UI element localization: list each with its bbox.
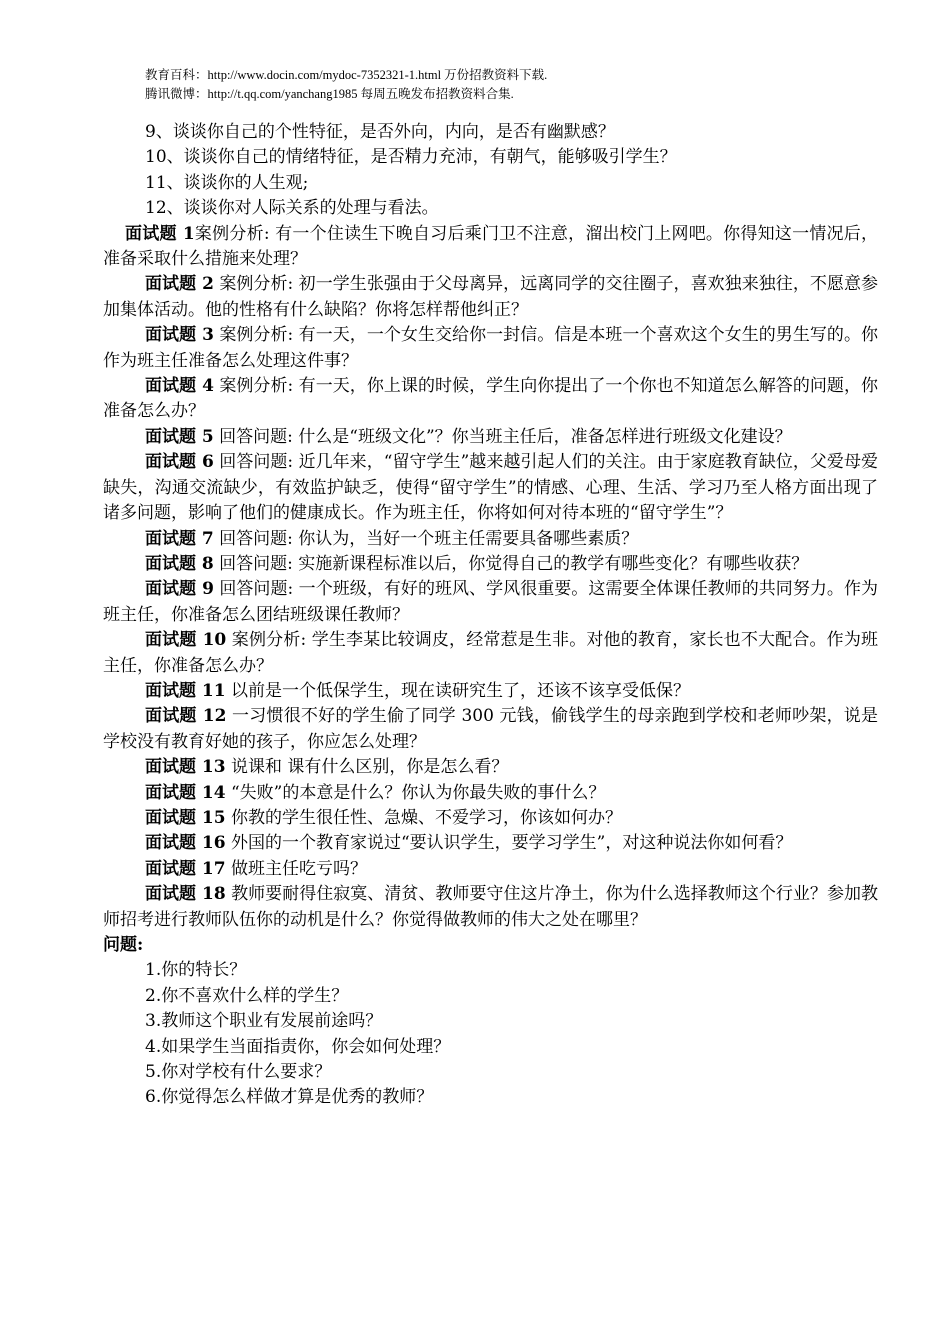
question-text: 回答问题: 实施新课程标准以后，你觉得自己的教学有哪些变化？有哪些收获？ bbox=[213, 553, 809, 574]
question-8 bbox=[103, 552, 878, 577]
list-item: 2.你不喜欢什么样的学生？ bbox=[145, 985, 349, 1006]
question-6 bbox=[103, 450, 878, 526]
question-label: 面试题 10 bbox=[145, 630, 227, 651]
question-text: 回答问题: 近几年来，“留守学生”越来越引起人们的关注。由于家庭教育缺位，父爱母爱缺失，沟通交流缺少，有效监护缺乏，使得“留守学生”的情感、心理、生活、学习乃至人格方面出现了诸多问题，影响了他们的健康成长。作为班主任，你将如何对待本班的“留守学生”？ bbox=[103, 452, 878, 524]
question-text: 你教的学生很任性、急燥、不爱学习，你该如何办？ bbox=[225, 807, 622, 828]
question-label: 面试题 2 bbox=[145, 274, 214, 295]
list-item: 3.教师这个职业有发展前途吗？ bbox=[145, 1011, 383, 1032]
question-18 bbox=[103, 882, 878, 933]
question-text: 教师要耐得住寂寞、清贫、教师要守住这片净土，你为什么选择教师这个行业？参加教师招考进行教师队伍你的动机是什么？你觉得做教师的伟大之处在哪里？ bbox=[103, 884, 879, 930]
question-text: 案例分析: 有一个住读生下晚自习后乘门卫不注意，溜出校门上网吧。你得知这一情况后，准备采取什么措施来处理？ bbox=[103, 223, 878, 270]
list-item: 4.如果学生当面指责你，你会如何处理？ bbox=[145, 1036, 451, 1057]
question-text: 案例分析: 有一天，一个女生交给你一封信。信是本班一个喜欢这个女生的男生写的。你作为班主任准备怎么处理这件事？ bbox=[103, 325, 878, 371]
question-label: 面试题 4 bbox=[145, 376, 214, 397]
list-item: 5.你对学校有什么要求？ bbox=[145, 1062, 332, 1083]
question-text: 说课和 课有什么区别，你是怎么看？ bbox=[225, 757, 509, 778]
question-text: 一习惯很不好的学生偷了同学 300 元钱，偷钱学生的母亲跑到学校和老师吵架，说是学校没有教育好她的孩子，你应怎么处理？ bbox=[103, 706, 878, 752]
question-label: 面试题 13 bbox=[145, 757, 226, 778]
question-text: 以前是一个低保学生，现在读研究生了，还该不该享受低保？ bbox=[225, 680, 690, 701]
page-header bbox=[145, 66, 547, 104]
question-text: 案例分析: 初一学生张强由于父母离异，远离同学的交往圈子，喜欢独来独往，不愿意参加集体活动。他的性格有什么缺陷？你将怎样帮他纠正？ bbox=[103, 274, 878, 320]
question-13 bbox=[103, 755, 878, 780]
question-9 bbox=[103, 577, 878, 628]
question-10 bbox=[103, 628, 878, 679]
numbered-item-12: 12、谈谈你对人际关系的处理与看法。 bbox=[145, 198, 439, 219]
numbered-item-10: 10、谈谈你自己的情绪特征，是否精力充沛，有朝气，能够吸引学生？ bbox=[145, 147, 677, 168]
question-1 bbox=[103, 222, 878, 273]
numbered-item-11: 11、谈谈你的人生观; bbox=[145, 172, 309, 193]
question-7 bbox=[103, 527, 878, 552]
list-item: 6.你觉得怎么样做才算是优秀的教师？ bbox=[145, 1087, 434, 1108]
section-title-text: 问题: bbox=[103, 935, 144, 955]
question-3 bbox=[103, 323, 878, 374]
question-14 bbox=[103, 781, 878, 806]
question-label: 面试题 11 bbox=[145, 680, 226, 701]
question-label: 面试题 3 bbox=[145, 325, 214, 346]
question-label: 面试题 1 bbox=[125, 223, 195, 244]
question-text: 案例分析: 学生李某比较调皮，经常惹是生非。对他的教育，家长也不大配合。作为班主任，你准备怎么办？ bbox=[103, 630, 878, 676]
question-5 bbox=[103, 425, 878, 450]
question-label: 面试题 15 bbox=[145, 807, 226, 828]
document-body bbox=[103, 120, 878, 1111]
question-4 bbox=[103, 374, 878, 425]
section-title bbox=[103, 933, 878, 958]
question-text: 回答问题: 你认为，当好一个班主任需要具备哪些素质？ bbox=[213, 528, 639, 549]
question-label: 面试题 8 bbox=[145, 553, 214, 574]
question-label: 面试题 18 bbox=[145, 884, 226, 905]
question-text: 案例分析: 有一天，你上课的时候，学生向你提出了一个你也不知道怎么解答的问题，你准备怎么办？ bbox=[103, 376, 878, 422]
question-label: 面试题 7 bbox=[145, 528, 214, 549]
question-label: 面试题 12 bbox=[145, 706, 227, 727]
question-label: 面试题 5 bbox=[145, 426, 214, 447]
question-label: 面试题 17 bbox=[145, 858, 226, 879]
question-12 bbox=[103, 704, 878, 755]
question-label: 面试题 16 bbox=[145, 833, 226, 854]
question-text: 回答问题: 一个班级，有好的班风、学风很重要。这需要全体课任教师的共同努力。作为班主任，你准备怎么团结班级课任教师？ bbox=[103, 579, 878, 625]
header-line-weibo: 腾讯微博：http://t.qq.com/yanchang1985 每周五晚发布招教资料合集. bbox=[145, 87, 514, 101]
header-line-docin: 教育百科：http://www.docin.com/mydoc-7352321-1.html 万份招教资料下载. bbox=[145, 68, 548, 82]
question-text: 外国的一个教育家说过“要认识学生，要学习学生”，对这种说法你如何看？ bbox=[225, 833, 793, 854]
question-17 bbox=[103, 857, 878, 882]
question-label: 面试题 14 bbox=[145, 782, 226, 803]
numbered-item-9: 9、谈谈你自己的个性特征，是否外向，内向，是否有幽默感？ bbox=[145, 122, 615, 142]
question-text: 做班主任吃亏吗？ bbox=[225, 858, 367, 879]
list-item: 1.你的特长？ bbox=[145, 960, 247, 981]
question-15 bbox=[103, 806, 878, 831]
question-text: 回答问题: 什么是“班级文化”？你当班主任后，准备怎样进行班级文化建设？ bbox=[213, 426, 792, 447]
question-2 bbox=[103, 272, 878, 323]
question-text: “失败”的本意是什么？你认为你最失败的事什么？ bbox=[225, 782, 606, 803]
question-label: 面试题 9 bbox=[145, 579, 214, 600]
question-11 bbox=[103, 679, 878, 704]
question-16 bbox=[103, 831, 878, 856]
question-label: 面试题 6 bbox=[145, 452, 214, 473]
